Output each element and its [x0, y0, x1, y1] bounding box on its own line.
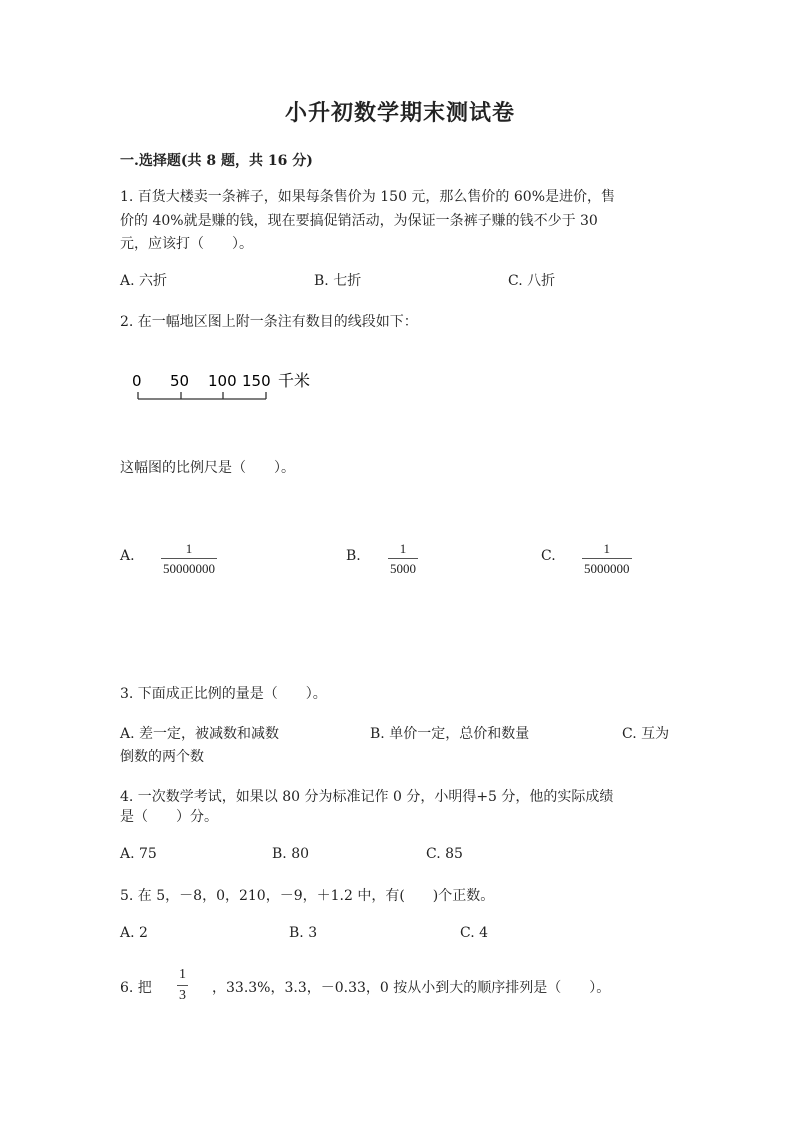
q2-option-a-fraction[interactable] — [161, 542, 217, 575]
q4-option-b[interactable]: B. 80 — [272, 846, 310, 862]
q1-line-3: 元，应该打（ ）。 — [120, 236, 253, 252]
fraction-denominator: 5000000 — [582, 558, 632, 575]
q4-option-a[interactable]: A. 75 — [120, 846, 157, 862]
scale-tick-label-0: 0 — [132, 372, 142, 390]
q6-fraction — [177, 968, 188, 1003]
q4-option-c[interactable]: C. 85 — [426, 846, 463, 862]
q2-option-b-fraction[interactable] — [388, 542, 418, 575]
q1-option-a[interactable]: A. 六折 — [120, 273, 168, 289]
q1-option-b[interactable]: B. 七折 — [314, 273, 362, 289]
q2-option-b-label[interactable]: B. — [346, 548, 361, 564]
scale-tick-label-50: 50 — [170, 372, 190, 390]
q1-option-c[interactable]: C. 八折 — [508, 273, 556, 289]
line-scale — [130, 368, 330, 408]
scale-unit-label: 千米 — [278, 371, 311, 390]
fraction-numerator: 1 — [603, 541, 610, 556]
q5-option-b[interactable]: B. 3 — [289, 925, 318, 941]
scale-tick-label-150: 150 — [242, 372, 271, 390]
q5-option-c[interactable]: C. 4 — [460, 925, 489, 941]
fraction-numerator: 1 — [179, 967, 186, 982]
q1-line-1: 1. 百货大楼卖一条裤子，如果每条售价为 150 元，那么售价的 60%是进价，售 — [120, 189, 615, 205]
fraction-denominator: 3 — [177, 985, 188, 1003]
q3-stem: 3. 下面成正比例的量是（ ）。 — [120, 686, 327, 702]
fraction-numerator: 1 — [185, 541, 193, 556]
q2-option-a-label[interactable]: A. — [120, 548, 135, 564]
scale-tick-label-100: 100 — [208, 372, 237, 390]
section-heading: 一.选择题(共 8 题，共 16 分) — [120, 153, 313, 169]
q3-option-c-wrap[interactable]: 倒数的两个数 — [120, 749, 204, 765]
q1-line-2: 价的 40%就是赚的钱，现在要搞促销活动，为保证一条裤子赚的钱不少于 30 — [120, 213, 598, 229]
q5-stem: 5. 在 5，－8，0，210，－9，＋1.2 中，有( )个正数。 — [120, 888, 495, 904]
q4-line-2: 是（ ）分。 — [120, 809, 218, 825]
q5-option-a[interactable]: A. 2 — [120, 925, 148, 941]
q3-option-a[interactable]: A. 差一定，被减数和减数 — [120, 726, 280, 742]
fraction-numerator: 1 — [399, 541, 407, 556]
q6-suffix: ，33.3%，3.3，－0.33，0 按从小到大的顺序排列是（ ）。 — [212, 980, 611, 996]
q4-line-1: 4. 一次数学考试，如果以 80 分为标准记作 0 分，小明得+5 分，他的实际成绩 — [120, 789, 614, 805]
q3-option-b[interactable]: B. 单价一定，总价和数量 — [370, 726, 530, 742]
page-title: 小升初数学期末测试卷 — [284, 100, 515, 126]
fraction-denominator: 50000000 — [161, 558, 217, 575]
q2-question: 这幅图的比例尺是（ ）。 — [120, 460, 295, 476]
q6-prefix: 6. 把 — [120, 980, 152, 996]
q2-option-c-label[interactable]: C. — [541, 548, 556, 564]
fraction-denominator: 5000 — [388, 558, 418, 575]
q2-option-c-fraction[interactable] — [582, 542, 632, 575]
q2-stem: 2. 在一幅地区图上附一条注有数目的线段如下： — [120, 314, 418, 330]
q3-option-c[interactable]: C. 互为 — [622, 726, 670, 742]
